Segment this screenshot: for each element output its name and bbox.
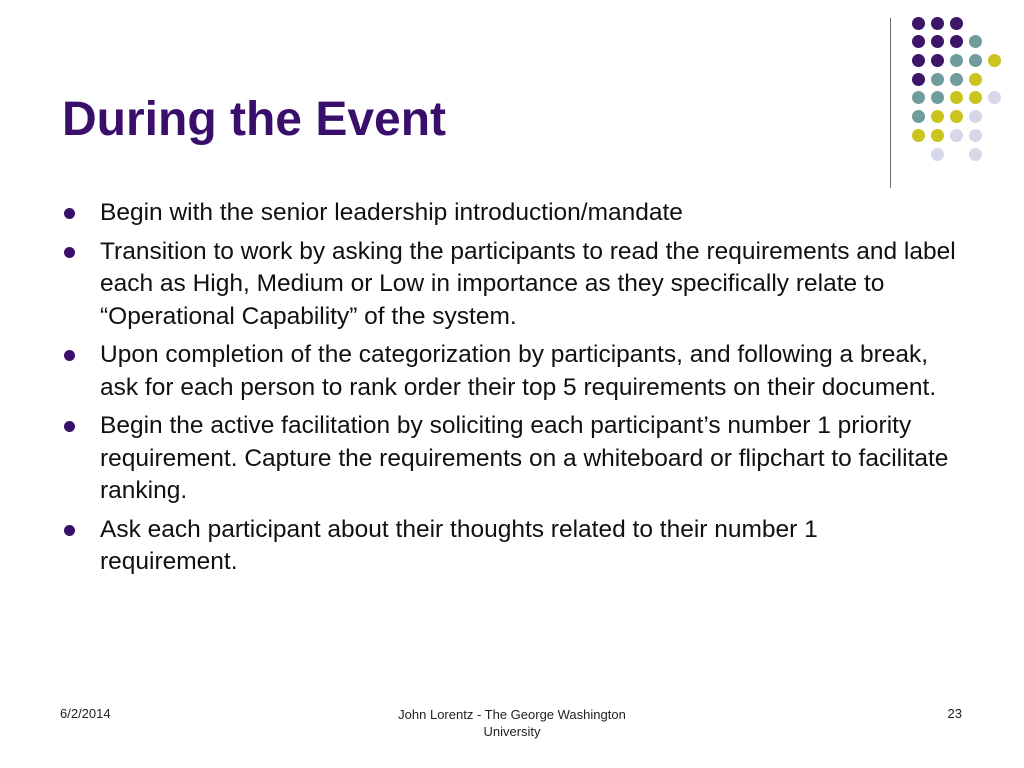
bullet-marker-icon	[64, 525, 75, 536]
decorative-dot	[950, 91, 963, 104]
bullet-text: Begin the active facilitation by soliciting each participant’s number 1 priority requirement. Capture the requirements on a whiteboard or flipchart to facilitate ranking.	[100, 412, 949, 504]
decorative-dot	[969, 35, 982, 48]
decorative-dot	[969, 110, 982, 123]
decorative-dot	[931, 17, 944, 30]
decorative-dot	[912, 17, 925, 30]
decorative-dot	[931, 129, 944, 142]
bullet-item	[62, 197, 962, 230]
decorative-divider-line	[890, 18, 891, 188]
decorative-dot	[950, 54, 963, 67]
bullet-list	[62, 197, 962, 585]
decorative-dot	[931, 91, 944, 104]
decorative-dot	[912, 54, 925, 67]
page-number: 23	[947, 706, 962, 721]
decorative-dot	[912, 91, 925, 104]
decorative-dot	[912, 35, 925, 48]
decorative-dot	[931, 148, 944, 161]
decorative-dot	[969, 148, 982, 161]
bullet-text: Upon completion of the categorization by participants, and following a break, ask for each person to rank order their top 5 requirements on their document.	[100, 341, 937, 401]
bullet-marker-icon	[64, 247, 75, 258]
decorative-dot	[950, 35, 963, 48]
bullet-item	[62, 514, 962, 579]
decorative-dot	[988, 91, 1001, 104]
decorative-dot	[969, 91, 982, 104]
bullet-text: Transition to work by asking the participants to read the requirements and label each as High, Medium or Low in importance as they specifically relate to “Operational Capability” of the system.	[100, 237, 956, 330]
footer-author	[372, 706, 652, 740]
bullet-marker-icon	[64, 421, 75, 432]
decorative-dot	[988, 54, 1001, 67]
decorative-dot	[912, 129, 925, 142]
bullet-marker-icon	[64, 208, 75, 219]
bullet-text: Ask each participant about their thoughts related to their number 1 requirement.	[100, 515, 818, 575]
footer-author-line: University	[483, 724, 541, 739]
decorative-dot	[950, 129, 963, 142]
decorative-dot	[950, 73, 963, 86]
bullet-item	[62, 236, 962, 334]
decorative-dot	[969, 54, 982, 67]
decorative-dot	[912, 110, 925, 123]
bullet-text: Begin with the senior leadership introduction/mandate	[100, 199, 683, 226]
bullet-item	[62, 410, 962, 508]
decorative-dot	[931, 73, 944, 86]
decorative-dot	[969, 73, 982, 86]
bullet-item	[62, 339, 962, 404]
footer-date: 6/2/2014	[60, 706, 111, 721]
decorative-dot	[912, 73, 925, 86]
decorative-dot	[931, 54, 944, 67]
footer-author-line: John Lorentz - The George Washington	[398, 707, 626, 722]
decorative-dot	[950, 110, 963, 123]
bullet-marker-icon	[64, 350, 75, 361]
decorative-dot	[931, 110, 944, 123]
slide-title: During the Event	[62, 93, 447, 146]
decorative-dot	[950, 17, 963, 30]
decorative-dot	[931, 35, 944, 48]
decorative-dot	[969, 129, 982, 142]
